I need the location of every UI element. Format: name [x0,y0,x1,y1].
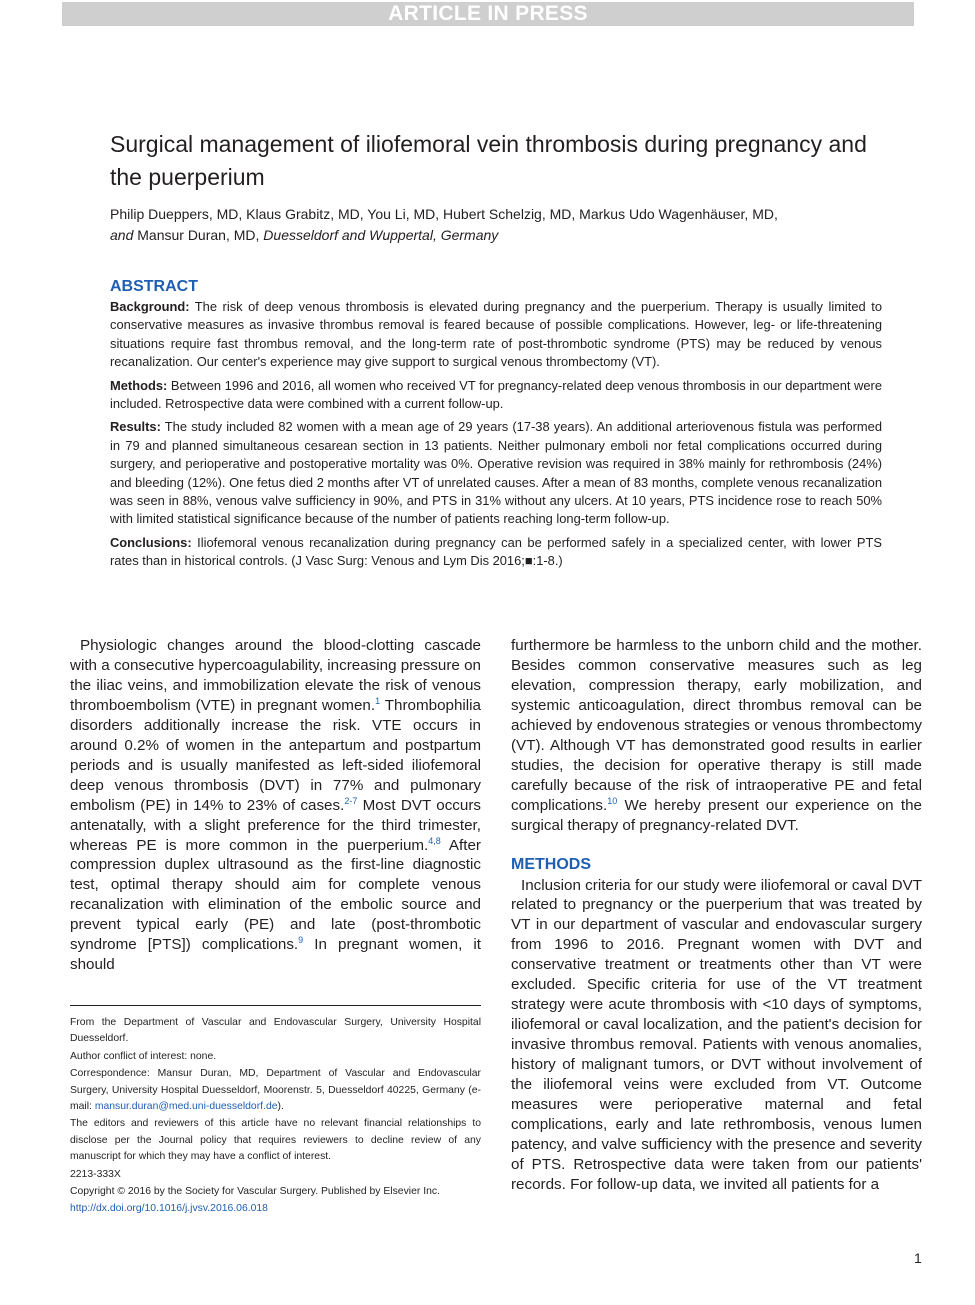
abstract-body [110,298,882,576]
footnote-conflict: Author conflict of interest: none. [70,1050,217,1062]
intro-text-5: In pregnant women, it should [70,936,481,974]
citation-link[interactable]: 4,8 [428,835,441,846]
footnote-divider [70,1005,481,1006]
intro-paragraph [70,636,481,975]
page-number: 1 [914,1250,922,1266]
abstract-heading: ABSTRACT [110,278,198,295]
footnote-editors: The editors and reviewers of this article have no relevant financial relationships to disclose per the Journal policy that requires reviewers to decline review of any manuscript for which they may have a conflict of interest. [70,1118,481,1163]
intro-text-3: Most DVT occurs antenatally, with a slight preference for the third trimester, whereas PE is more common in the puerperium. [70,796,481,854]
intro-cont-text-1: furthermore be harmless to the unborn child and the mother. Besides common conservative measures such as leg elevation, compression therapy, early mobilization, and systemic anticoagulation, direct thrombus removal can be achieved by endovenous strategies or venous thrombectomy (VT). Although VT has demonstrated good results in earlier studies, the decision for operative therapy is still made carefully because of the risk of intraoperative PE and fetal complications. [511,637,922,814]
citation-link[interactable]: 10 [607,795,618,806]
correspondence-end: ). [277,1101,284,1113]
abstract-results [110,418,882,528]
footnote-issn: 2213-333X [70,1168,121,1180]
results-label: Results: [110,419,161,435]
intro-text-1: Physiologic changes around the blood-clotting cascade with a consecutive hypercoagulability, increasing pressure on the iliac veins, and immobilization elevate the risk of venous thromboembolism (VTE) in pregnant women. [70,637,481,714]
abstract-methods [110,377,882,414]
correspondence-text: Correspondence: Mansur Duran, MD, Department of Vascular and Endovascular Surgery, University Hospital Duesseldorf, Moorenstr. 5, Duesseldorf 40225, Germany (e-mail: [70,1068,481,1113]
intro-continued [511,636,922,836]
footnote-correspondence [70,1066,481,1115]
intro-text-2: Thrombophilia disorders additionally increase the risk. VTE occurs in around 0.2% of women in the antepartum and postpartum periods and is usually manifested as left-sided iliofemoral deep venous thrombosis (DVT) in 77% and pulmonary embolism (PE) in 14% to 23% of cases. [70,696,481,814]
methods-paragraph: Inclusion criteria for our study were iliofemoral or caval DVT related to pregnancy or the puerperium that was treated by VT in our department of vascular and endovascular surgery from 1996 to 2016. Pregnant women with DVT and conservative treatment or treatments other than VT were excluded. Specific criteria for use of the VT treatment strategy were acute thrombosis with <10 days of symptoms, iliofemoral or caval localization, and the patient's decision for invasive thrombus removal. Patients with venous anomalies, history of malignant tumors, or DVT without involvement of the iliofemoral veins were excluded from VT. Outcome measures were perioperative maternal and fetal complications, early and late rethrombosis, venous lumen patency, and valve sufficiency with the presence and severity of PTS. Retrospective data were taken from our patients' records. For follow-up data, we invited all patients for a [511,876,922,1193]
methods-label: Methods: [110,377,168,393]
authors-line: Philip Dueppers, MD, Klaus Grabitz, MD, You Li, MD, Hubert Schelzig, MD, Markus Udo Wagenhäuser, MD, [110,206,778,222]
email-link[interactable]: mansur.duran@med.uni-duesseldorf.de [94,1101,278,1113]
conclusions-text: Iliofemoral venous recanalization during pregnancy can be performed safely in a specialized center, with lower PTS rates than in historical controls. (J Vasc Surg: Venous and Lym Dis 2016;■:1-8.) [110,534,882,569]
doi-link[interactable]: http://dx.doi.org/10.1016/j.jvsv.2016.06.018 [70,1203,268,1215]
authors-last: Mansur Duran, MD, [133,227,264,243]
methods-text: Between 1996 and 2016, all women who received VT for pregnancy-related deep venous thrombosis in our department were included. Retrospective data were combined with a current follow-up. [110,377,882,412]
footnotes [70,1015,481,1219]
background-label: Background: [110,299,190,314]
authors-affiliation: Duesseldorf and Wuppertal, Germany [263,227,499,243]
conclusions-label: Conclusions: [110,534,192,550]
abstract-background [110,298,882,372]
article-in-press-banner: ARTICLE IN PRESS [62,2,914,26]
abstract-conclusions [110,534,882,571]
footnote-from: From the Department of Vascular and Endovascular Surgery, University Hospital Duesseldorf. [70,1017,481,1045]
footnote-copyright: Copyright © 2016 by the Society for Vascular Surgery. Published by Elsevier Inc. [70,1186,440,1198]
background-text: The risk of deep venous thrombosis is elevated during pregnancy and the puerperium. Therapy is usually limited to conservative measures as invasive thrombus removal is feared because of possible complications. However, leg- or life-threatening situations require fast thrombus removal, and the long-term rate of post-thrombotic syndrome (PTS) may be reduced by venous recanalization. Our center's experience may give support to surgical venous thrombectomy (VT). [110,299,882,370]
results-text: The study included 82 women with a mean age of 29 years (17-38 years). An additional arteriovenous fistula was performed in 79 and planned simultaneous cesarean section in 13 patients. Neither pulmonary emboli nor fetal complications occurred during surgery, and perioperative and postoperative mortality was 0%. Operative revision was required in 38% mainly for rethrombosis (24%) and bleeding (12%). One fetus died 2 months after VT of unrelated causes. After a mean of 83 months, complete venous recanalization was seen in 88%, venous valve sufficiency in 90%, and PTS in 31% without any ulcers. At 10 years, PTS incidence rose to reach 50% with limited statistical significance because of the number of patients reaching long-term follow-up. [110,419,882,527]
left-column [70,636,481,975]
author-list [110,204,900,246]
right-column [511,636,922,1195]
article-title: Surgical management of iliofemoral vein thrombosis during pregnancy and the puerperium [110,131,867,190]
authors-and: and [110,227,134,243]
intro-cont-text-2: We hereby present our experience on the surgical therapy of pregnancy-related DVT. [511,796,922,834]
methods-heading: METHODS [511,855,591,873]
citation-link[interactable]: 9 [298,935,304,946]
citation-link[interactable]: 1 [375,695,381,706]
intro-text-4: After compression duplex ultrasound as the first-line diagnostic test, optimal therapy should aim for complete venous recanalization with elimination of the embolic source and prevent typical early (PE) and late (post-thrombotic syndrome [PTS]) complications. [70,836,481,954]
citation-link[interactable]: 2-7 [344,795,358,806]
